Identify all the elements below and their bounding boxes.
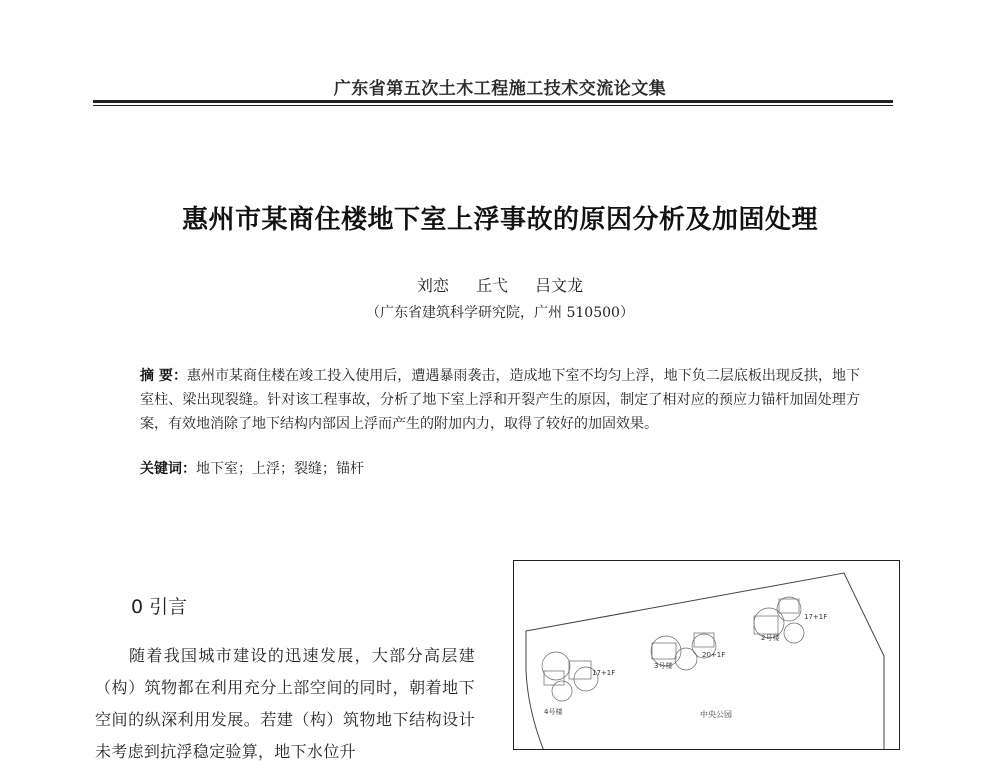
abstract-label: 摘 要： xyxy=(140,368,187,384)
site-boundary xyxy=(526,573,884,750)
site-plan-figure xyxy=(513,560,900,750)
building-4-floors: 17+1F xyxy=(592,669,616,677)
section-paragraph: 随着我国城市建设的迅速发展，大部分高层建（构）筑物都在利用充分上部空间的同时，朝着地下空间的纵深利用发展。若建（构）筑物地下结构设计未考虑到抗浮稳定验算，地下水位升 xyxy=(95,646,475,761)
building-3-floors: 20+1F xyxy=(702,651,726,659)
central-park-label: 中央公园 xyxy=(700,710,732,719)
journal-header-title: 广东省第五次土木工程施工技术交流论文集 xyxy=(333,79,667,99)
author: 刘恋 xyxy=(416,276,449,295)
keywords-label: 关键词： xyxy=(140,461,196,477)
author: 吕文龙 xyxy=(535,276,584,295)
building-4-outline xyxy=(542,652,598,701)
author-list xyxy=(0,273,1000,296)
section-heading: 0 引言 xyxy=(131,596,188,618)
header-rule-thick xyxy=(93,100,893,103)
header-rule-thin xyxy=(93,105,893,106)
paper-title: 惠州市某商住楼地下室上浮事故的原因分析及加固处理 xyxy=(181,205,818,235)
building-2-floors: 17+1F xyxy=(804,613,828,621)
keywords-text: 地下室；上浮；裂缝；锚杆 xyxy=(196,461,364,477)
building-4-label: 4号楼 xyxy=(544,708,563,716)
building-2-label: 2号楼 xyxy=(761,634,780,642)
abstract-text: 惠州市某商住楼在竣工投入使用后，遭遇暴雨袭击，造成地下室不均匀上浮，地下负二层底板出现反拱，地下室柱、梁出现裂缝。针对该工程事故，分析了地下室上浮和开裂产生的原因，制定了相对应的预应力锚杆加固处理方案，有效地消除了地下结构内部因上浮而产生的附加内力，取得了较好的加固效果。 xyxy=(140,368,861,432)
keywords xyxy=(140,458,860,480)
abstract xyxy=(140,364,860,436)
author: 丘弋 xyxy=(475,276,508,295)
author-affiliation: （广东省建筑科学研究院，广州 510500） xyxy=(366,305,634,321)
building-3-label: 3号楼 xyxy=(654,662,673,670)
